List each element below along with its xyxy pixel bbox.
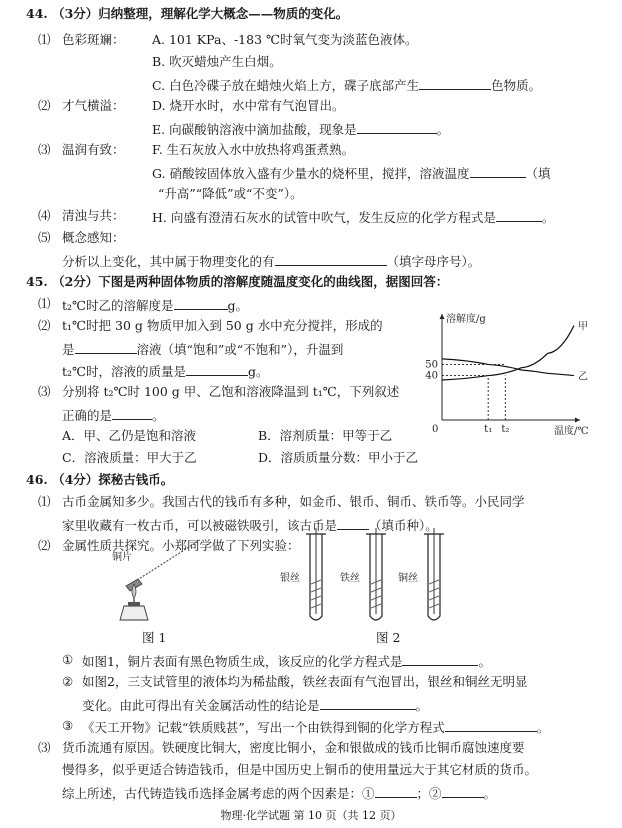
q44-g-blank[interactable]	[470, 166, 526, 178]
figure-2-label-iron: 铁丝	[340, 573, 360, 584]
q45-option-d[interactable]: D．溶质质量分数：甲小于乙	[258, 450, 419, 465]
q46-c2-line2: 变化。由此可得出有关金属活动性的结论是 。	[82, 698, 429, 713]
q44-h-blank[interactable]	[496, 210, 542, 222]
q46-3-blank-1[interactable]	[375, 786, 417, 798]
q45-2-number: ⑵	[38, 318, 51, 333]
q44-5-topic: 概念感知：	[62, 230, 125, 245]
figure-1-copper-heating	[108, 534, 214, 628]
q45-2-line1: t₁℃时把 30 g 物质甲加入到 50 g 水中充分搅拌，形成的	[62, 318, 383, 333]
q44-5-number: ⑸	[38, 230, 51, 245]
solubility-chart	[420, 308, 600, 440]
q46-3-blank-2[interactable]	[442, 786, 484, 798]
figure-2-label-silver: 银丝	[280, 573, 300, 584]
q46-c3-blank[interactable]	[445, 720, 537, 732]
page-footer: 物理·化学试题 第 10 页（共 12 页）	[220, 809, 402, 822]
q44-2-topic: 才气横溢：	[62, 98, 125, 113]
q44-3-topic: 温润有致：	[62, 142, 125, 157]
figure-1-caption: 图 1	[142, 630, 167, 645]
q46-3-line1: 货币流通有原因。铁硬度比铜大，密度比铜小，金和银做成的钱币比铜币腐蚀速度要	[62, 740, 525, 755]
q44-option-d: D. 烧开水时，水中常有气泡冒出。	[152, 98, 345, 113]
q45-option-b[interactable]: B．溶剂质量：甲等于乙	[258, 428, 393, 443]
y-tick-label-0: 40	[425, 370, 438, 382]
q46-2-line1: 金属性质共探究。小郑同学做了下列实验：	[62, 538, 300, 553]
y-tick-label-1: 50	[425, 359, 438, 371]
series-0-curve	[442, 326, 574, 380]
series-label-1: 乙	[578, 371, 588, 383]
test-tube-copper	[424, 528, 444, 620]
q45-option-c[interactable]: C．溶液质量：甲大于乙	[62, 450, 197, 465]
q45-2-blank-a[interactable]	[75, 342, 137, 354]
q44-1-number: ⑴	[38, 32, 51, 47]
origin-label: 0	[432, 424, 439, 435]
y-axis-label: 溶解度/g	[446, 314, 486, 325]
q46-c1-number: ①	[62, 652, 74, 667]
q46-heading: 46. （4分）探秘古钱币。	[26, 472, 174, 487]
q46-c3-number: ③	[62, 718, 74, 733]
q45-option-a[interactable]: A．甲、乙仍是饱和溶液	[62, 428, 197, 443]
q46-1-line1: 古币金属知多少。我国古代的钱币有多种，如金币、银币、铜币、铁币等。小民同学	[62, 494, 525, 509]
q46-1-number: ⑴	[38, 494, 51, 509]
q46-c2-blank[interactable]	[320, 698, 416, 710]
q46-c2-line1: 如图2，三支试管里的液体均为稀盐酸，铁丝表面有气泡冒出，银丝和铜丝无明显	[82, 674, 528, 689]
q44-option-a: A. 101 KPa、-183 ℃时氧气变为淡蓝色液体。	[152, 32, 418, 47]
q46-2-number: ⑵	[38, 538, 51, 553]
figure-2-label-copper: 铜丝	[398, 573, 418, 584]
q45-2-line2: 是 溶液（填“饱和”或“不饱和”），升温到	[62, 342, 344, 357]
q44-2-number: ⑵	[38, 98, 51, 113]
q44-option-b: B. 吹灭蜡烛产生白烟。	[152, 54, 282, 69]
q45-3-number: ⑶	[38, 384, 51, 399]
q45-1-number: ⑴	[38, 296, 51, 311]
q44-option-f: F. 生石灰放入水中放热将鸡蛋煮熟。	[152, 142, 355, 157]
figure-2-caption: 图 2	[376, 630, 401, 645]
q44-heading: 44. （3分）归纳整理，理解化学大概念——物质的变化。	[26, 6, 349, 21]
series-1-curve	[442, 359, 574, 376]
q45-3-blank[interactable]	[112, 408, 152, 420]
q44-option-h: H. 向盛有澄清石灰水的试管中吹气，发生反应的化学方程式是 。	[152, 210, 555, 225]
x-tick-label-1: t₂	[501, 424, 510, 435]
q46-c2-number: ②	[62, 674, 74, 689]
figure-1-label: 铜片	[112, 552, 132, 563]
q44-3-number: ⑶	[38, 142, 51, 157]
q45-1-blank[interactable]	[174, 298, 228, 310]
q44-option-e: E. 向碳酸钠溶液中滴加盐酸，现象是 。	[152, 122, 450, 137]
x-axis-label: 温度/℃	[554, 426, 589, 437]
q44-1-topic: 色彩斑斓：	[62, 32, 125, 47]
x-tick-label-0: t₁	[484, 424, 493, 435]
q45-2-line3: t₂℃时，溶液的质量是 g。	[62, 364, 269, 379]
q45-3-line2: 正确的是 。	[62, 408, 165, 423]
q46-3-line2: 慢得多，似乎更适合铸造钱币，但是中国历史上铜币的使用量远大于其它材质的货币。	[62, 762, 538, 777]
q46-c1-text: 如图1，铜片表面有黑色物质生成，该反应的化学方程式是 。	[82, 654, 491, 669]
q44-option-g: G. 硝酸铵固体放入盛有少量水的烧杯里，搅拌，溶液温度 （填	[152, 166, 551, 181]
q45-3-line1: 分别将 t₂℃时 100 g 甲、乙饱和溶液降温到 t₁℃，下列叙述	[62, 384, 400, 399]
q44-c-blank[interactable]	[419, 78, 491, 90]
q46-3-line3: 综上所述，古代铸造钱币选择金属考虑的两个因素是：① ；② 。	[62, 786, 497, 801]
q44-4-number: ⑷	[38, 208, 51, 223]
test-tube-iron	[366, 528, 386, 620]
q45-2-blank-b[interactable]	[186, 364, 248, 376]
q44-5-blank[interactable]	[275, 254, 387, 266]
q44-option-g-line2: “升高”“降低”或“不变”）。	[158, 186, 303, 201]
q45-heading: 45. （2分）下图是两种固体物质的溶解度随温度变化的曲线图，据图回答：	[26, 274, 449, 289]
q46-1-line2: 家里收藏有一枚古币，可以被磁铁吸引，该古币是 （填币种）。	[62, 518, 438, 533]
q45-1-text: t₂℃时乙的溶解度是 g。	[62, 298, 249, 313]
test-tube-silver	[306, 528, 326, 620]
q44-4-topic: 清浊与共：	[62, 208, 125, 223]
y-axis-arrow	[440, 314, 445, 319]
x-axis-arrow	[575, 418, 580, 423]
q46-c1-blank[interactable]	[402, 654, 478, 666]
q46-3-number: ⑶	[38, 740, 51, 755]
series-label-0: 甲	[578, 321, 588, 333]
q44-5-line: 分析以上变化，其中属于物理变化的有 （填字母序号）。	[62, 254, 481, 269]
q44-option-c: C. 白色冷碟子放在蜡烛火焰上方，碟子底部产生 色物质。	[152, 78, 542, 93]
q46-c3-text: 《天工开物》记载“铁质贱甚”，写出一个由铁得到铜的化学方程式 。	[82, 720, 550, 735]
q44-e-blank[interactable]	[357, 122, 437, 134]
